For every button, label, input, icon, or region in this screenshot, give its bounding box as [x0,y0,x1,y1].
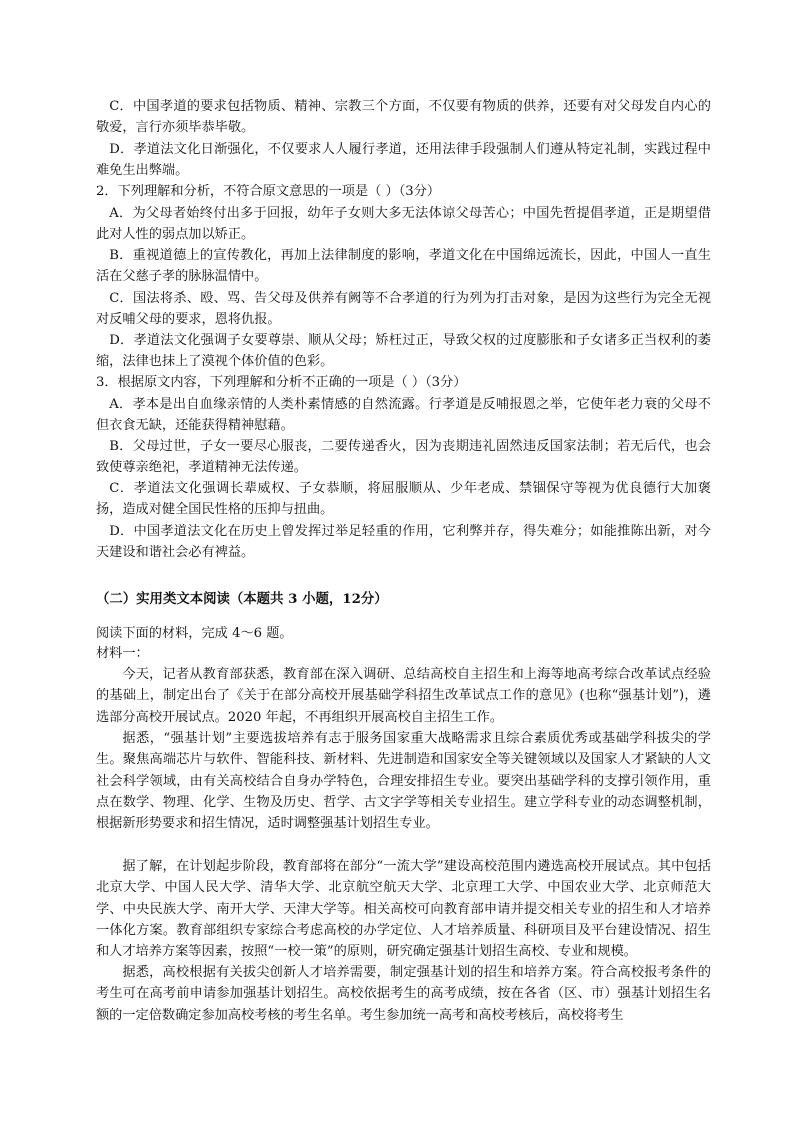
q1-option-d: D．孝道法文化日渐强化，不仅要求人人履行孝道，还用法律手段强制人们遵从特定礼制，实践过程中难免生出弊端。 [96,142,711,179]
material-label: 材料一： [96,646,149,661]
material-paragraph: 今天，记者从教育部获悉，教育部在深入调研、总结高校自主招生和上海等地高考综合改革试点经验的基础上，制定出台了《关于在部分高校开展基础学科招生改革试点工作的意见》(也称“强基计划”)，遴选部分高校开展试点。2020 年起，不再组织开展高校自主招生工作。 [96,667,711,725]
q3-option-a: A．孝本是出自血缘亲情的人类朴素情感的自然流露。行孝道是反哺报恩之举，它使年老力衰的父母不但衣食无缺，还能获得精神慰藉。 [96,397,711,434]
section-heading: （二）实用类文本阅读（本题共 3 小题，12分） [96,591,388,607]
q3-stem: 3．根据原文内容，下列理解和分析不正确的一项是（ ）（3分） [96,375,467,390]
q2-option-d: D．孝道法文化强调子女要尊崇、顺从父母；矫枉过正，导致父权的过度膨胀和子女诸多正当权利的萎缩，法律也抹上了漠视个体价值的色彩。 [96,333,711,370]
q2-option-a: A．为父母者始终付出多于回报，幼年子女则大多无法体谅父母苦心；中国先哲提倡孝道，正是期望借此对人性的弱点加以矫正。 [96,206,711,243]
q3-option-c: C．孝道法文化强调长辈威权、子女恭顺，将屈服顺从、少年老成、禁锢保守等视为优良德行大加褒扬，造成对健全国民性格的压抑与扭曲。 [96,481,711,518]
instruction: 阅读下面的材料，完成 4～6 题。 [96,626,293,641]
q3-option-d: D．中国孝道法文化在历史上曾发挥过举足轻重的作用，它利弊并存，得失难分；如能推陈出新，对今天建设和谐社会必有裨益。 [96,524,711,561]
material-paragraph: 据悉，高校根据有关拔尖创新人才培养需要，制定强基计划的招生和培养方案。符合高校报考条件的考生可在高考前申请参加强基计划招生。高校依据考生的高考成绩，按在各省（区、市）强基计划招生名额的一定倍数确定参加高校考核的考生名单。考生参加统一高考和高校考核后，高校将考生 [96,965,711,1023]
q1-option-c: C．中国孝道的要求包括物质、精神、宗教三个方面，不仅要有物质的供养，还要有对父母发自内心的敬爱，言行亦须毕恭毕敬。 [96,99,711,136]
q2-option-c: C．国法将杀、殴、骂、告父母及供养有阙等不合孝道的行为列为打击对象，是因为这些行为完全无视对反哺父母的要求，恩将仇报。 [96,291,711,328]
q2-stem: 2．下列理解和分析，不符合原文意思的一项是（ ）（3分） [96,184,441,199]
material-paragraph: 据了解，在计划起步阶段，教育部将在部分“一流大学”建设高校范围内遴选高校开展试点。其中包括北京大学、中国人民大学、清华大学、北京航空航天大学、北京理工大学、中国农业大学、北京师范大学、中央民族大学、南开大学、天津大学等。相关高校可向教育部申请并提交相关专业的招生和人才培养一体化方案。教育部组织专家综合考虑高校的办学定位、人才培养质量、科研项目及平台建设情况、招生和人才培养方案等因素，按照“一校一策”的原则，研究确定强基计划招生高校、专业和规模。 [96,859,711,960]
q2-option-b: B．重视道德上的宣传教化，再加上法律制度的影响，孝道文化在中国绵远流长，因此，中国人一直生活在父慈子孝的脉脉温情中。 [96,248,711,285]
q3-option-b: B．父母过世，子女一要尽心服丧，二要传递香火，因为丧期违礼固然违反国家法制；若无后代，也会致使尊亲绝祀，孝道精神无法传递。 [96,439,711,476]
material-paragraph: 据悉，“强基计划”主要选拔培养有志于服务国家重大战略需求且综合素质优秀或基础学科拔尖的学生。聚焦高端芯片与软件、智能科技、新材料、先进制造和国家安全等关键领域以及国家人才紧缺的人文社会科学领域，由有关高校结合自身办学特色，合理安排招生专业。要突出基础学科的支撑引领作用，重点在数学、物理、化学、生物及历史、哲学、古文字学等相关专业招生。建立学科专业的动态调整机制，根据新形势要求和招生情况，适时调整强基计划招生专业。 [96,731,711,832]
